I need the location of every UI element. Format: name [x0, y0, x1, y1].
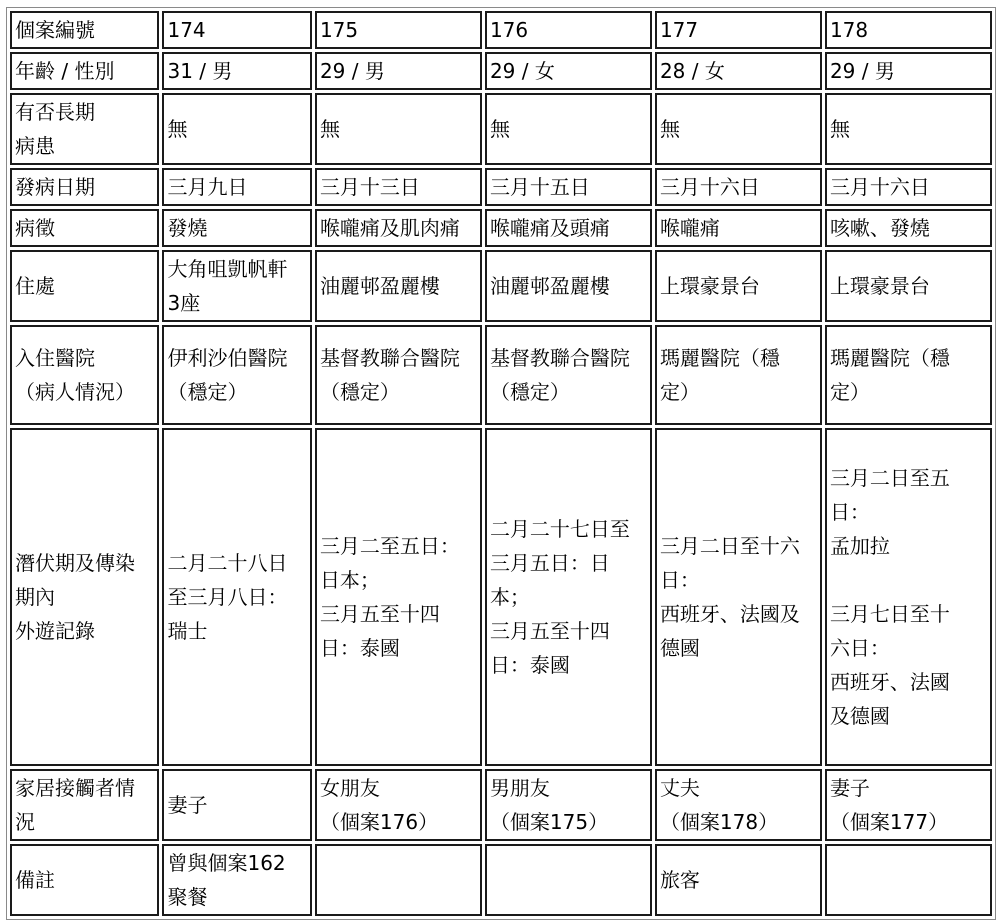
table-cell: 無	[162, 93, 311, 165]
table-cell: 178	[825, 11, 992, 49]
row-header: 發病日期	[10, 168, 159, 206]
table-cell: 喉嚨痛及肌肉痛	[315, 209, 482, 247]
table-cell: 瑪麗醫院（穩 定）	[825, 325, 992, 425]
table-cell: 妻子 （個案177）	[825, 769, 992, 841]
table-cell	[485, 844, 652, 916]
table-row-travel-history	[10, 428, 992, 766]
table-cell: 無	[825, 93, 992, 165]
table-cell: 旅客	[655, 844, 822, 916]
table-cell: 伊利沙伯醫院 （穩定）	[162, 325, 311, 425]
table-cell: 三月二至五日： 日本； 三月五至十四 日：泰國	[315, 428, 482, 766]
table-cell: 175	[315, 11, 482, 49]
row-header: 備註	[10, 844, 159, 916]
table-row-household-contacts	[10, 769, 992, 841]
table-cell: 咳嗽、發燒	[825, 209, 992, 247]
table-row-case-number	[10, 11, 992, 49]
table-row-hospital	[10, 325, 992, 425]
table-cell: 三月十六日	[655, 168, 822, 206]
table-cell	[315, 844, 482, 916]
table-cell: 29 / 女	[485, 52, 652, 90]
row-header: 家居接觸者情 況	[10, 769, 159, 841]
table-cell: 上環豪景台	[825, 250, 992, 322]
table-cell: 丈夫 （個案178）	[655, 769, 822, 841]
row-header: 有否長期 病患	[10, 93, 159, 165]
table-cell: 無	[485, 93, 652, 165]
table-cell: 177	[655, 11, 822, 49]
row-header: 個案編號	[10, 11, 159, 49]
table-row-age-sex	[10, 52, 992, 90]
table-cell	[825, 844, 992, 916]
table-cell: 基督教聯合醫院 （穩定）	[315, 325, 482, 425]
table-cell: 二月二十七日至 三月五日：日 本； 三月五至十四 日：泰國	[485, 428, 652, 766]
table-cell: 三月二日至五 日： 孟加拉 三月七日至十 六日： 西班牙、法國 及德國	[825, 428, 992, 766]
table-cell: 油麗邨盈麗樓	[485, 250, 652, 322]
table-cell: 三月十五日	[485, 168, 652, 206]
table-cell: 29 / 男	[315, 52, 482, 90]
table-row-residence	[10, 250, 992, 322]
table-cell: 31 / 男	[162, 52, 311, 90]
table-cell: 二月二十八日 至三月八日： 瑞士	[162, 428, 311, 766]
table-cell: 女朋友 （個案176）	[315, 769, 482, 841]
table-cell: 174	[162, 11, 311, 49]
table-cell: 無	[655, 93, 822, 165]
table-row-onset-date	[10, 168, 992, 206]
table-cell: 男朋友 （個案175）	[485, 769, 652, 841]
table-cell: 發燒	[162, 209, 311, 247]
row-header: 入住醫院 （病人情況）	[10, 325, 159, 425]
row-header: 住處	[10, 250, 159, 322]
table-cell: 妻子	[162, 769, 311, 841]
row-header: 年齡 / 性別	[10, 52, 159, 90]
table-cell: 28 / 女	[655, 52, 822, 90]
case-table	[6, 7, 996, 920]
row-header: 病徵	[10, 209, 159, 247]
table-row-remarks	[10, 844, 992, 916]
table-cell: 三月十三日	[315, 168, 482, 206]
table-cell: 基督教聯合醫院 （穩定）	[485, 325, 652, 425]
table-cell: 曾與個案162 聚餐	[162, 844, 311, 916]
table-cell: 176	[485, 11, 652, 49]
table-cell: 三月九日	[162, 168, 311, 206]
table-cell: 油麗邨盈麗樓	[315, 250, 482, 322]
table-cell: 三月二日至十六 日： 西班牙、法國及 德國	[655, 428, 822, 766]
table-cell: 喉嚨痛及頭痛	[485, 209, 652, 247]
table-cell: 三月十六日	[825, 168, 992, 206]
table-cell: 29 / 男	[825, 52, 992, 90]
table-row-chronic-illness	[10, 93, 992, 165]
table-cell: 大角咀凱帆軒 3座	[162, 250, 311, 322]
table-cell: 喉嚨痛	[655, 209, 822, 247]
table-cell: 無	[315, 93, 482, 165]
table-cell: 上環豪景台	[655, 250, 822, 322]
table-row-symptoms	[10, 209, 992, 247]
row-header: 潛伏期及傳染 期內 外遊記錄	[10, 428, 159, 766]
table-cell: 瑪麗醫院（穩 定）	[655, 325, 822, 425]
